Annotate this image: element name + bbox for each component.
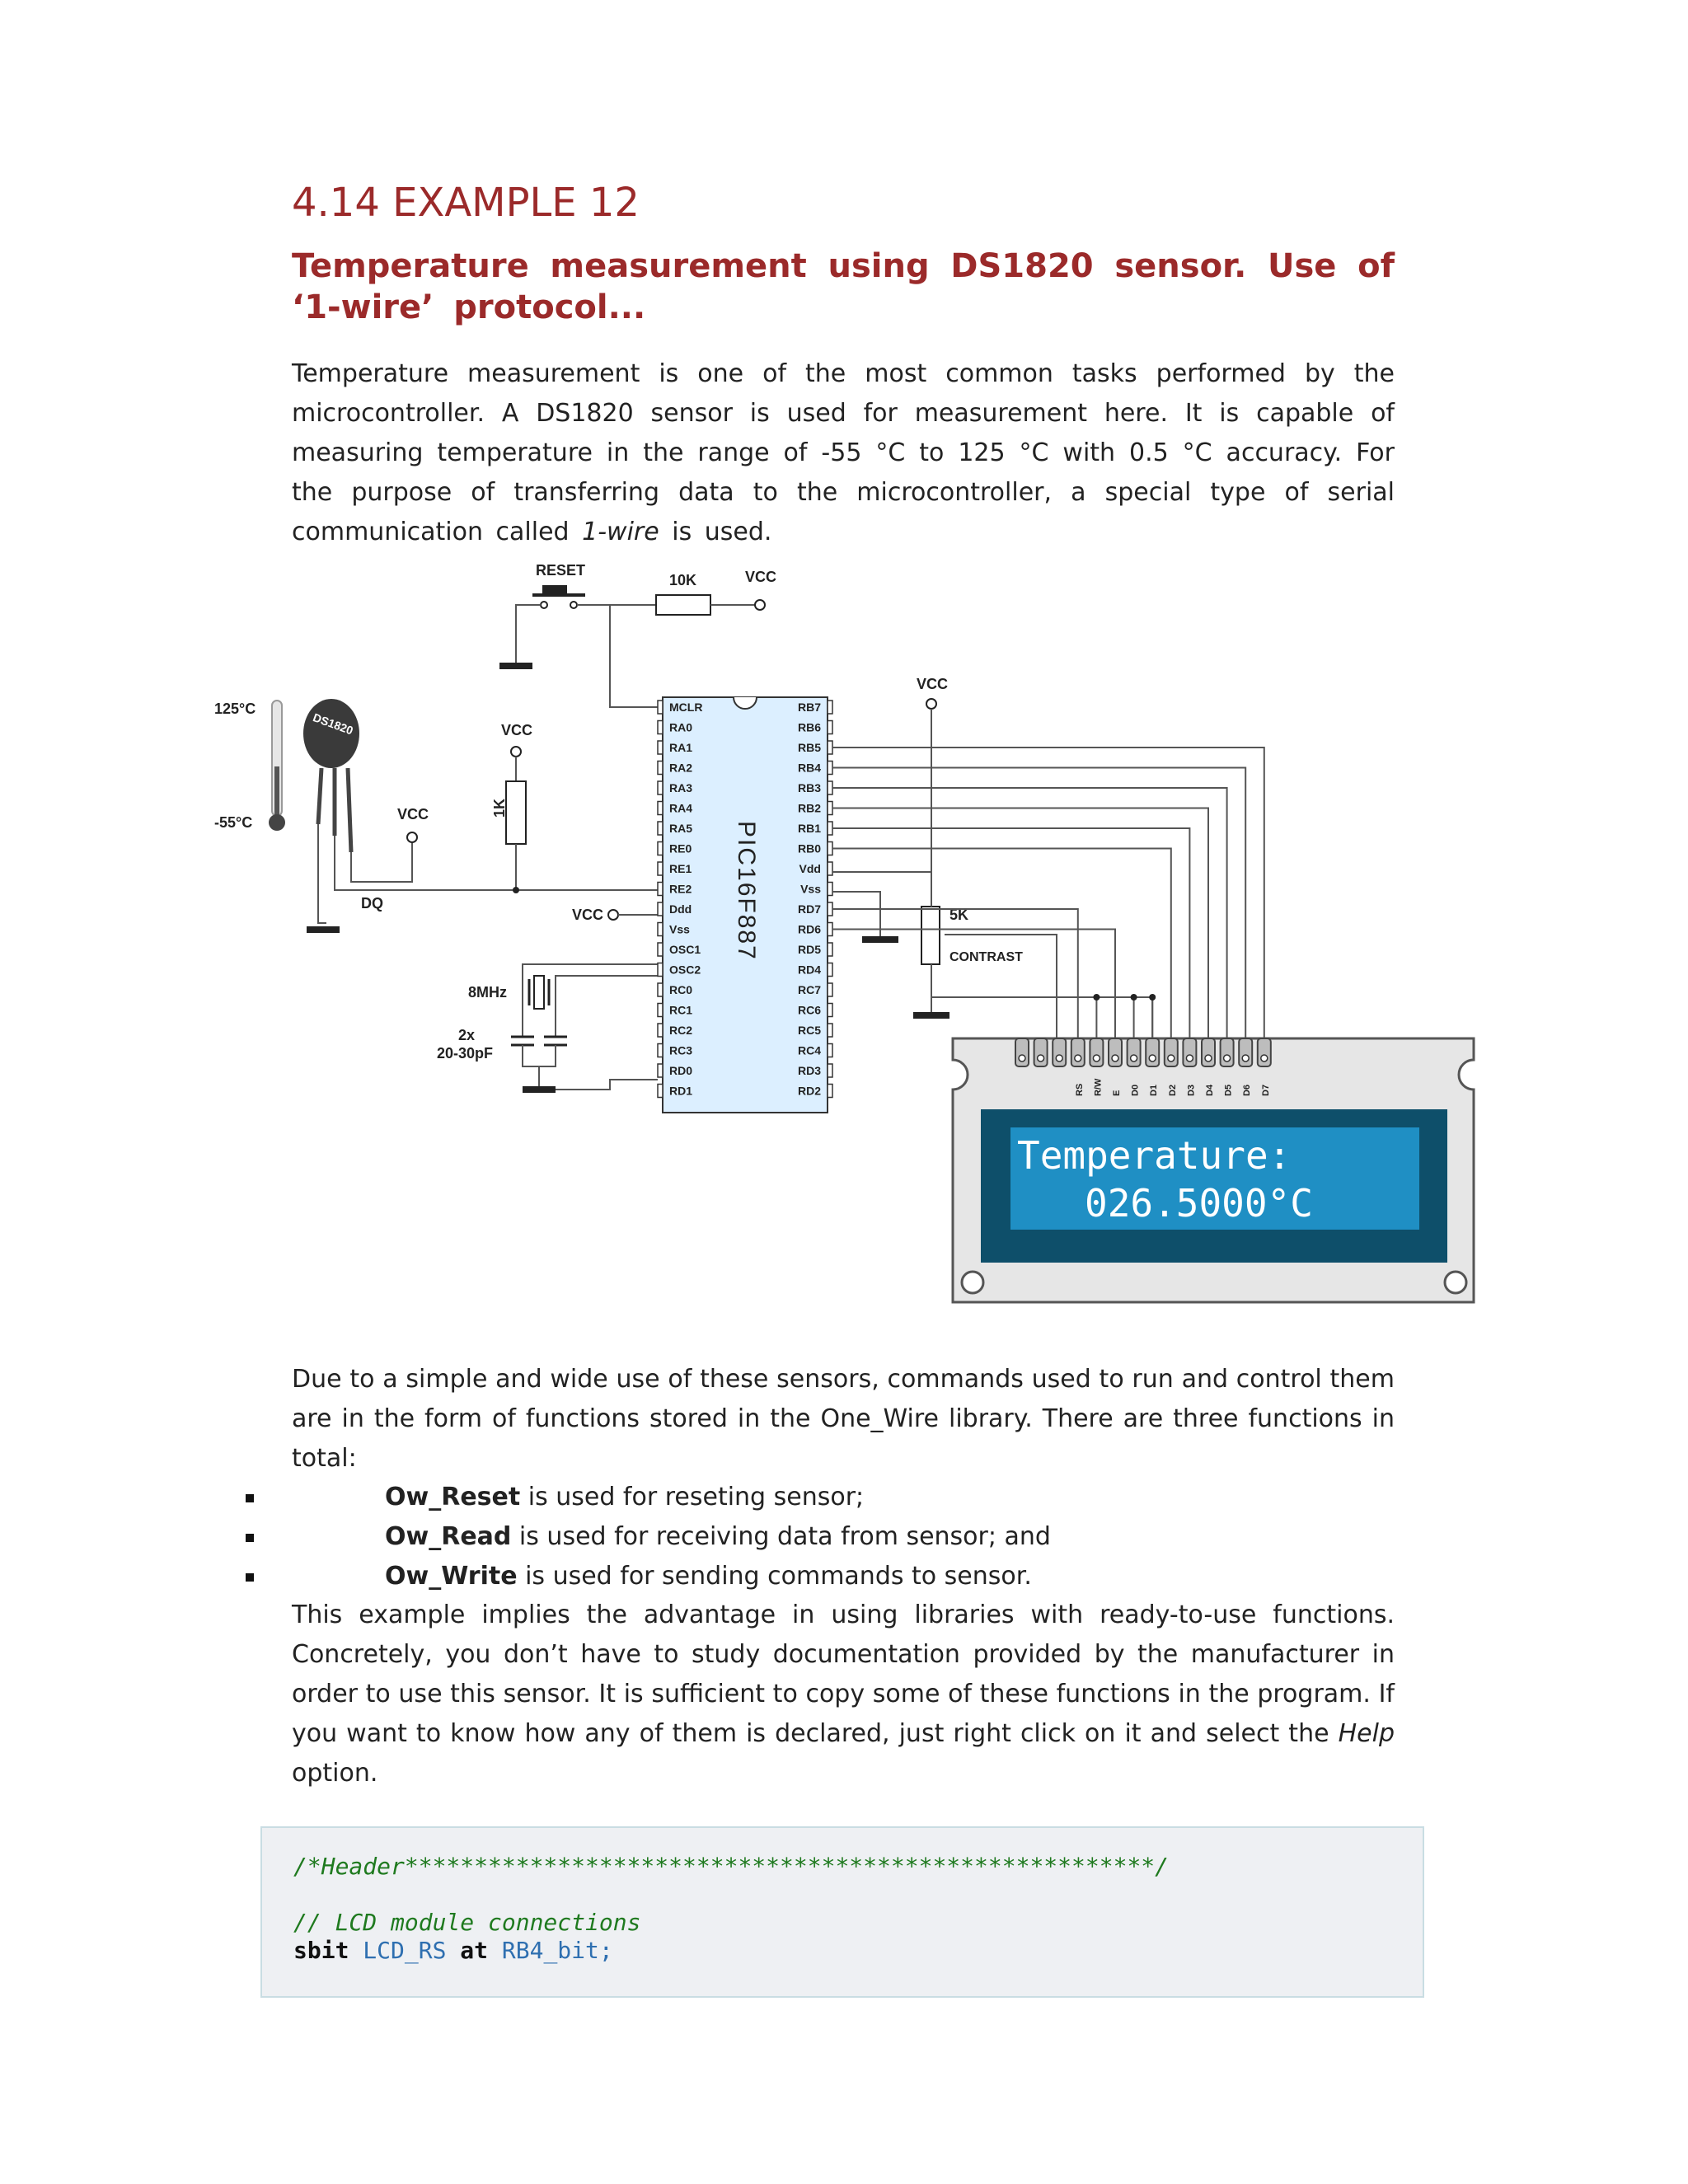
chip-pin-label: RB6 [797,720,821,734]
wire-osc2 [556,976,658,992]
circuit-schematic [206,552,1484,1319]
caps-value-label: 20-30pF [437,1045,494,1062]
chip-pin-stub [828,923,832,936]
wire-vcc-vdd [832,709,931,872]
vcc-terminal-lcd [926,699,936,709]
vcc-terminal-pullup [511,747,521,757]
lcd-line-2: 026.5000°C [1085,1181,1313,1226]
lcd-pin [1090,1038,1103,1066]
potentiometer-5k [921,907,940,964]
wire-vss-ground [832,892,880,938]
lcd-pin-label: RS [1074,1083,1085,1096]
chip-pin-stub [658,943,663,956]
vcc-label-sensor: VCC [397,806,429,823]
chip-pin-stub [658,1044,663,1057]
chip-pin-stub [828,701,832,714]
wire-reset-ground [516,605,541,664]
reset-contact-right [570,602,577,608]
lcd-pin-hole [1075,1055,1081,1062]
chip-pin-stub [828,1024,832,1037]
wire-lcd-ground-rail [931,997,1152,1038]
chip-pin-stub [828,862,832,875]
intro-text: Temperature measurement is one of the most common tasks performed by the microcontroller. A DS1820 sensor is used for measurement here. It is capable of measuring temperature in the range of -55 °C to 125 °C with 0.5 °C accuracy. For the purpose of transferring data to the microcontroller, a special type of serial communication called [292,359,1395,546]
chip-pin-label: RD3 [797,1064,821,1077]
chip-pin-label: RA2 [669,761,693,775]
lcd-pin-hole [1038,1055,1044,1062]
chip-pin-stub [828,822,832,835]
junction-ground [1093,994,1100,1001]
code-header-comment: /*Header******************************************************/ [293,1853,1170,1880]
lcd-pin-hole [1242,1055,1249,1062]
chip-pin-label: RE2 [669,882,692,896]
wire-caps-ground [523,1045,556,1066]
chip-pin-stub [658,701,663,714]
lcd-pin-hole [1186,1055,1193,1062]
function-name: Ow_Reset [385,1483,521,1511]
reset-contact-left [541,602,547,608]
chip-pin-stub [658,1004,663,1017]
wire-lcd-data [832,748,1264,1038]
lcd-pin [1146,1038,1159,1066]
function-name: Ow_Write [385,1562,518,1591]
chip-pin-label: RD0 [669,1064,693,1077]
list-item [0,1478,1484,1517]
thermometer-fill [274,766,279,816]
chip-pin-stub [658,721,663,734]
vcc-terminal-top [755,600,765,610]
chip-pin-label: RA3 [669,781,693,794]
caps-qty-label: 2x [458,1027,476,1043]
lcd-pin [1034,1038,1048,1066]
wire-lcd-control [832,930,1115,1039]
wire-rc3-ground [539,1066,658,1090]
lcd-data-wires [832,748,1264,1038]
chip-pin-label: Vss [669,922,690,936]
chip-pin-stub [828,943,832,956]
chip-pin-stub [828,721,832,734]
sensor-leg-1 [318,768,321,824]
chip-pin-label: RC2 [669,1024,693,1037]
chip-pin-stub [658,1024,663,1037]
lcd-pin [1015,1038,1029,1066]
chip-pin-label: OSC2 [669,963,701,977]
lcd-pin-label: D7 [1260,1084,1271,1096]
sensor-leg-3 [348,768,351,852]
chip-pin-stub [828,741,832,754]
vcc-label-ddd: VCC [572,907,604,923]
chip-pin-label: RD5 [797,943,821,956]
chip-pin-stub [658,741,663,754]
lcd-pin-hole [1261,1055,1268,1062]
intro-paragraph [292,354,1395,552]
vcc-label-lcd: VCC [917,676,949,692]
chip-pin-label: OSC1 [669,943,701,956]
body2-text: This example implies the advantage in using libraries with ready-to-use functions. Concretely, you don’t have to study documentation provided by the manufacturer in order to use this sensor. It is sufficient to copy some of these functions in the program. If you want to know how any of them is declared, just right click on it and select the [292,1601,1395,1748]
chip-pin-stub [828,963,832,977]
lcd-pin-label: E [1112,1090,1122,1096]
body2-emphasis: Help [1338,1719,1395,1748]
chip-pin-stub [828,883,832,896]
chip-pin-label: RB0 [797,841,821,855]
resistor-10k [656,595,710,615]
chip-pin-label: RC0 [669,983,693,996]
sensor-name: DS1820 [311,710,355,738]
chip-pin-stub [658,923,663,936]
lcd-pin-hole [1168,1055,1175,1062]
chip-pin-label: Vdd [799,862,821,875]
vcc-terminal-sensor [407,832,417,842]
lcd-pin-hole [1019,1055,1025,1062]
lcd-mount-hole-right [1445,1272,1466,1293]
lcd-mount-hole-left [962,1272,983,1293]
chip-pin-label: RC7 [797,983,821,996]
chip-pin-stub [658,842,663,855]
lcd-pin-label: R/W [1093,1078,1104,1096]
code-keyword-sbit: sbit [293,1937,349,1964]
wire-sensor-vcc [351,842,412,882]
lcd-pin-hole [1149,1055,1156,1062]
chip-pin-stub [828,1085,832,1098]
chip-pin-label: RB5 [797,741,821,754]
chip-pin-stub [658,822,663,835]
chip-pin-label: RD1 [669,1084,693,1098]
bullet-square [246,1534,254,1542]
chip-pin-label: RD2 [797,1084,821,1098]
lcd-pin-label: D2 [1167,1084,1178,1096]
chip-pin-label: RA1 [669,741,693,754]
lcd-pin [1221,1038,1234,1066]
section-subtitle: Temperature measurement using DS1820 sensor. Use of ‘1-wire’ protocol... [292,247,1395,326]
chip-pin-stub [658,762,663,775]
chip-name: PIC16F887 [733,821,760,961]
code-lcd-comment: // LCD module connections [293,1909,641,1936]
code-identifier: LCD_RS [349,1937,461,1964]
chip-pin-label: RB3 [797,781,821,794]
lcd-pin-hole [1224,1055,1231,1062]
pot-contrast-label: CONTRAST [950,950,1023,964]
code-block [260,1826,1424,1998]
crystal-body [534,976,544,1009]
lcd-pin [1165,1038,1178,1066]
chip-pin-label: RC6 [797,1003,821,1017]
junction-ground [1149,994,1156,1001]
intro-tail: is used. [659,518,772,546]
lcd-pin-hole [1056,1055,1062,1062]
chip-pin-stub [828,842,832,855]
lcd-pin [1202,1038,1215,1066]
resistor-1k-label: 1K [491,798,508,818]
chip-pin-label: RD6 [797,922,821,936]
chip-pin-label: RA4 [669,801,693,815]
reset-button-cap [542,585,567,593]
junction-ground [1131,994,1137,1001]
chip-pin-label: RA0 [669,720,693,734]
lcd-pin-label: D4 [1205,1084,1215,1096]
dq-label: DQ [361,895,383,912]
body2-tail: option. [292,1759,378,1788]
wire-lcd-data [832,849,1171,1039]
chip-pin-label: RC4 [797,1043,821,1057]
chip-pin-stub [828,1064,832,1077]
reset-label: RESET [536,562,586,579]
lcd-pin-hole [1205,1055,1212,1062]
chip-pin-stub [658,802,663,815]
chip-pin-label: RB4 [797,761,821,775]
crystal-label: 8MHz [468,984,508,1001]
list-item [0,1517,1484,1557]
chip-pin-stub [828,902,832,916]
chip-pin-stub [658,1064,663,1077]
function-list [0,1478,1484,1596]
lcd-pin-label: D3 [1186,1084,1197,1096]
wire-lcd-data [832,788,1227,1038]
chip-pin-stub [658,781,663,794]
chip-pin-stub [828,983,832,996]
wire-reset-mclr [577,605,658,707]
chip-pin-stub [658,1085,663,1098]
lcd-pin [1109,1038,1122,1066]
chip-pin-stub [658,862,663,875]
vcc-label-top: VCC [745,569,777,585]
chip-pin-label: RB2 [797,801,821,815]
vcc-label-pullup: VCC [501,722,533,738]
chip-pin-label: Ddd [669,902,692,916]
code-value: RB4_bit; [488,1937,613,1964]
chip-pin-label: Vss [800,882,821,896]
chip-pin-stub [828,802,832,815]
chip-pin-label: RD4 [797,963,821,977]
lcd-pin [1128,1038,1141,1066]
function-desc: is used for sending commands to sensor. [517,1562,1032,1591]
chip-pin-label: MCLR [669,701,703,714]
lcd-pin [1183,1038,1196,1066]
chip-pin-stub [658,883,663,896]
chip-pin-label: RC5 [797,1024,821,1037]
lcd-pin [1053,1038,1066,1066]
lcd-pin-label: D0 [1130,1084,1141,1096]
body-paragraph-1: Due to a simple and wide use of these sensors, commands used to run and control them are in the form of functions stored in the One_Wire library. There are three functions in total: [292,1365,1395,1473]
chip-pin-label: RB1 [797,822,821,835]
chip-pin-label: RB7 [797,701,821,714]
lcd-pin [1239,1038,1252,1066]
lcd-pin-hole [1093,1055,1100,1062]
junction-dq [513,887,519,893]
chip-pin-stub [828,762,832,775]
function-name: Ow_Read [385,1522,512,1551]
lcd-pin-label: D1 [1149,1084,1160,1096]
chip-pin-stub [658,902,663,916]
lcd-pin [1071,1038,1085,1066]
chip-pin-stub [658,983,663,996]
lcd-line-1: Temperature: [1017,1133,1292,1178]
chip-pin-label: RD7 [797,902,821,916]
resistor-10k-label: 10K [669,572,697,588]
bullet-square [246,1573,254,1582]
vcc-terminal-ddd [608,910,618,920]
chip-pin-stub [658,963,663,977]
wire-sensor-ground [318,824,326,923]
bullet-square [246,1494,254,1502]
chip-pin-label: RC1 [669,1003,693,1017]
pot-5k-label: 5K [950,907,969,923]
chip-pin-label: RE1 [669,862,692,875]
lcd-pin [1258,1038,1271,1066]
lcd-pin-label: D6 [1242,1084,1253,1096]
thermometer-bulb [269,814,285,831]
code-keyword-at: at [460,1937,489,1964]
chip-pin-label: RC3 [669,1043,693,1057]
list-item [0,1557,1484,1596]
lcd-pin-hole [1112,1055,1118,1062]
chip-pin-label: RE0 [669,841,692,855]
chip-pin-stub [828,781,832,794]
section-title: 4.14 EXAMPLE 12 [292,180,640,226]
temp-high-label: 125°C [214,701,256,717]
body-paragraph-2 [292,1596,1395,1793]
chip-pin-label: RA5 [669,822,693,835]
temp-low-label: -55°C [214,814,253,831]
function-desc: is used for receiving data from sensor; and [511,1522,1051,1551]
function-desc: is used for reseting sensor; [520,1483,865,1511]
lcd-pin-hole [1131,1055,1137,1062]
wire-lcd-data [832,828,1189,1038]
lcd-pin-label: D5 [1223,1084,1234,1096]
resistor-1k [506,781,526,844]
intro-emphasis: 1-wire [582,518,659,546]
chip-pin-stub [828,1004,832,1017]
chip-pin-stub [828,1044,832,1057]
